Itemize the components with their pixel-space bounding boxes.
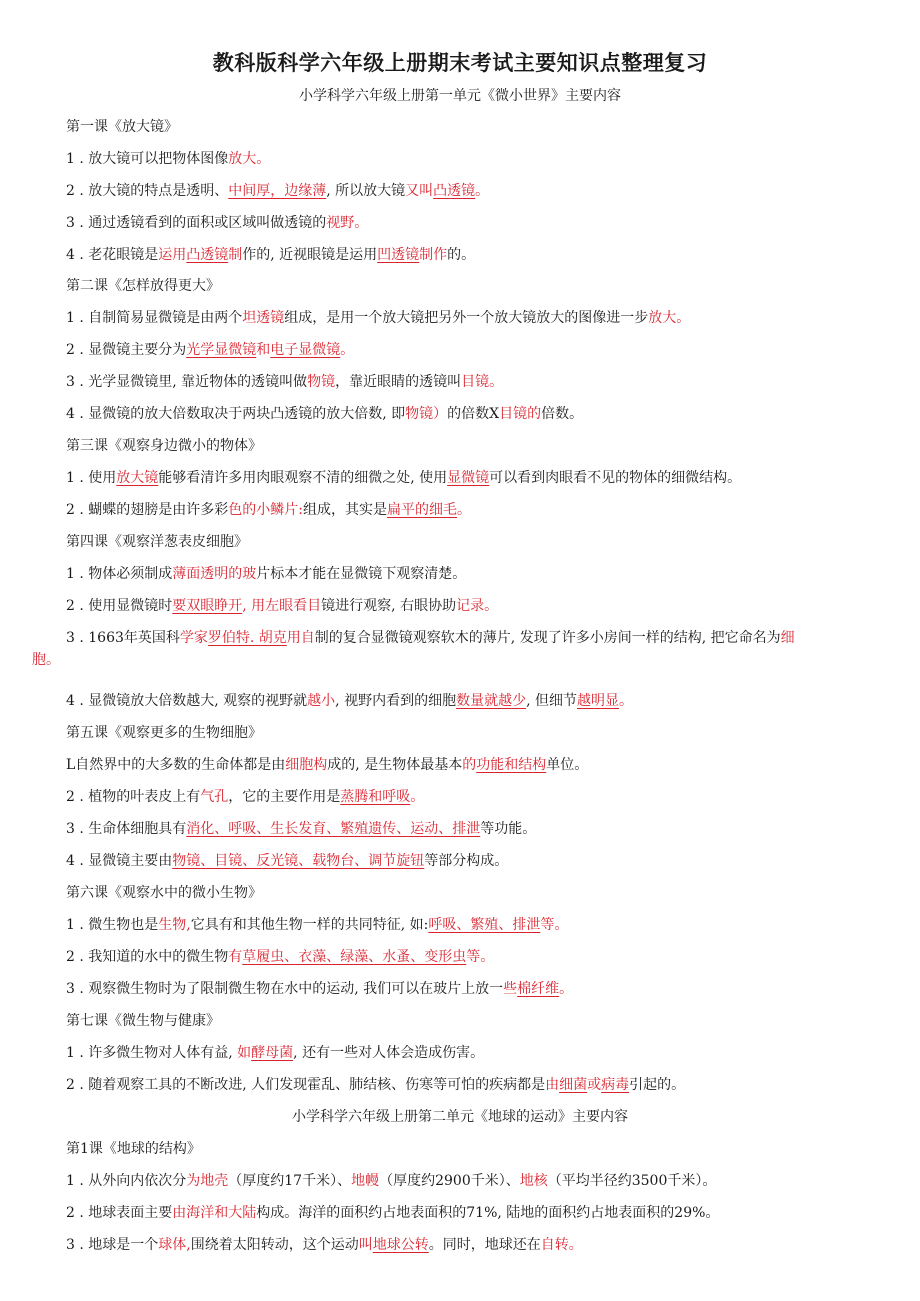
- list-item: 3 . 生命体细胞具有消化、呼吸、生长发育、繁殖遗传、运动、排泄等功能。: [66, 821, 537, 837]
- lesson-title: 第1课《地球的结构》: [66, 1141, 201, 1157]
- list-item: 2 . 随着观察工具的不断改进, 人们发现霍乱、肺结核、伤寒等可怕的疾病都是由细菌或病毒引起的。: [66, 1077, 686, 1093]
- list-item: 2 . 蝴蝶的翅膀是由许多彩色的小鳞片:组成，其实是扁平的细毛。: [66, 502, 471, 518]
- list-item: 3 . 观察微生物时为了限制微生物在水中的运动, 我们可以在玻片上放一些棉纤维。: [66, 981, 574, 997]
- list-item: 3 . 1663年英国科学家罗伯特. 胡克用自制的复合显微镜观察软木的薄片, 发现了许多小房间一样的结构, 把它命名为细 胞。: [66, 627, 860, 671]
- lesson-title: 第七课《微生物与健康》: [66, 1013, 220, 1029]
- lesson-title: 第一课《放大镜》: [66, 119, 178, 135]
- page-title: 教科版科学六年级上册期末考试主要知识点整理复习: [212, 50, 708, 75]
- lesson-title: 第六课《观察水中的微小生物》: [66, 885, 262, 901]
- list-item: 1 . 物体必须制成薄面透明的玻片标本才能在显微镜下观察清楚。: [66, 566, 467, 582]
- list-item: 2 . 地球表面主要由海洋和大陆构成。海洋的面积约占地表面积的71%, 陆地的面积约占地表面积的29%。: [66, 1205, 720, 1221]
- lesson-title: 第五课《观察更多的生物细胞》: [66, 725, 262, 741]
- list-item: 4 . 老花眼镜是运用凸透镜制作的, 近视眼镜是运用凹透镜制作的。: [66, 247, 476, 263]
- list-item: 3 . 地球是一个球体,围绕着太阳转动，这个运动叫地球公转。同时，地球还在自转。: [66, 1237, 583, 1253]
- list-item: 4 . 显微镜放大倍数越大, 观察的视野就越小, 视野内看到的细胞数量就越少, 但细节越明显。: [66, 693, 633, 709]
- list-item: 2 . 我知道的水中的微生物有草履虫、衣藻、绿藻、水蚤、变形虫等。: [66, 949, 495, 965]
- list-item: 4 . 显微镜的放大倍数取决于两块凸透镜的放大倍数, 即物镜）的倍数X目镜的倍数。: [66, 406, 584, 422]
- list-item: 1 . 自制简易显微镜是由两个坦透镜组成，是用一个放大镜把另外一个放大镜放大的图像进一步放大。: [66, 310, 691, 326]
- list-item: 1 . 放大镜可以把物体图像放大。: [66, 151, 271, 167]
- list-item: 1 . 许多微生物对人体有益, 如酵母菌, 还有一些对人体会造成伤害。: [66, 1045, 485, 1061]
- lesson-title: 第二课《怎样放得更大》: [66, 278, 220, 294]
- unit1-heading: 小学科学六年级上册第一单元《微小世界》主要内容: [299, 88, 621, 104]
- list-item: 3 . 光学显微镜里, 靠近物体的透镜叫做物镜，靠近眼睛的透镜叫目镜。: [66, 374, 504, 390]
- list-item: 1 . 从外向内依次分为地壳（厚度约17千米）、地幔（厚度约2900千米）、地核（平均半径约3500千米）。: [66, 1173, 717, 1189]
- lesson-title: 第三课《观察身边微小的物体》: [66, 438, 262, 454]
- lesson-title: 第四课《观察洋葱表皮细胞》: [66, 534, 248, 550]
- list-item: 1 . 微生物也是生物,它具有和其他生物一样的共同特征, 如:呼吸、繁殖、排泄等。: [66, 917, 569, 933]
- unit2-heading: 小学科学六年级上册第二单元《地球的运动》主要内容: [292, 1109, 628, 1125]
- list-item: 4 . 显微镜主要由物镜、目镜、反光镜、载物台、调节旋钮等部分构成。: [66, 853, 509, 869]
- list-item: 2 . 显微镜主要分为光学显微镜和电子显微镜。: [66, 342, 355, 358]
- list-item: 2 . 使用显微镜时要双眼睁开, 用左眼看目镜进行观察, 右眼协助记录。: [66, 598, 499, 614]
- list-item: 1 . 使用放大镜能够看清许多用肉眼观察不清的细微之处, 使用显微镜可以看到肉眼看不见的物体的细微结构。: [66, 470, 742, 486]
- list-item: 3 . 通过透镜看到的面积或区域叫做透镜的视野。: [66, 215, 369, 231]
- wrapped-line: 胞。: [32, 652, 60, 668]
- list-item: L自然界中的大多数的生命体都是由细胞构成的, 是生物体最基本的功能和结构单位。: [66, 757, 589, 773]
- list-item: 2 . 植物的叶表皮上有气孔，它的主要作用是蒸腾和呼吸。: [66, 789, 425, 805]
- list-item: 2 . 放大镜的特点是透明、中间厚，边缘薄, 所以放大镜又叫凸透镜。: [66, 183, 490, 199]
